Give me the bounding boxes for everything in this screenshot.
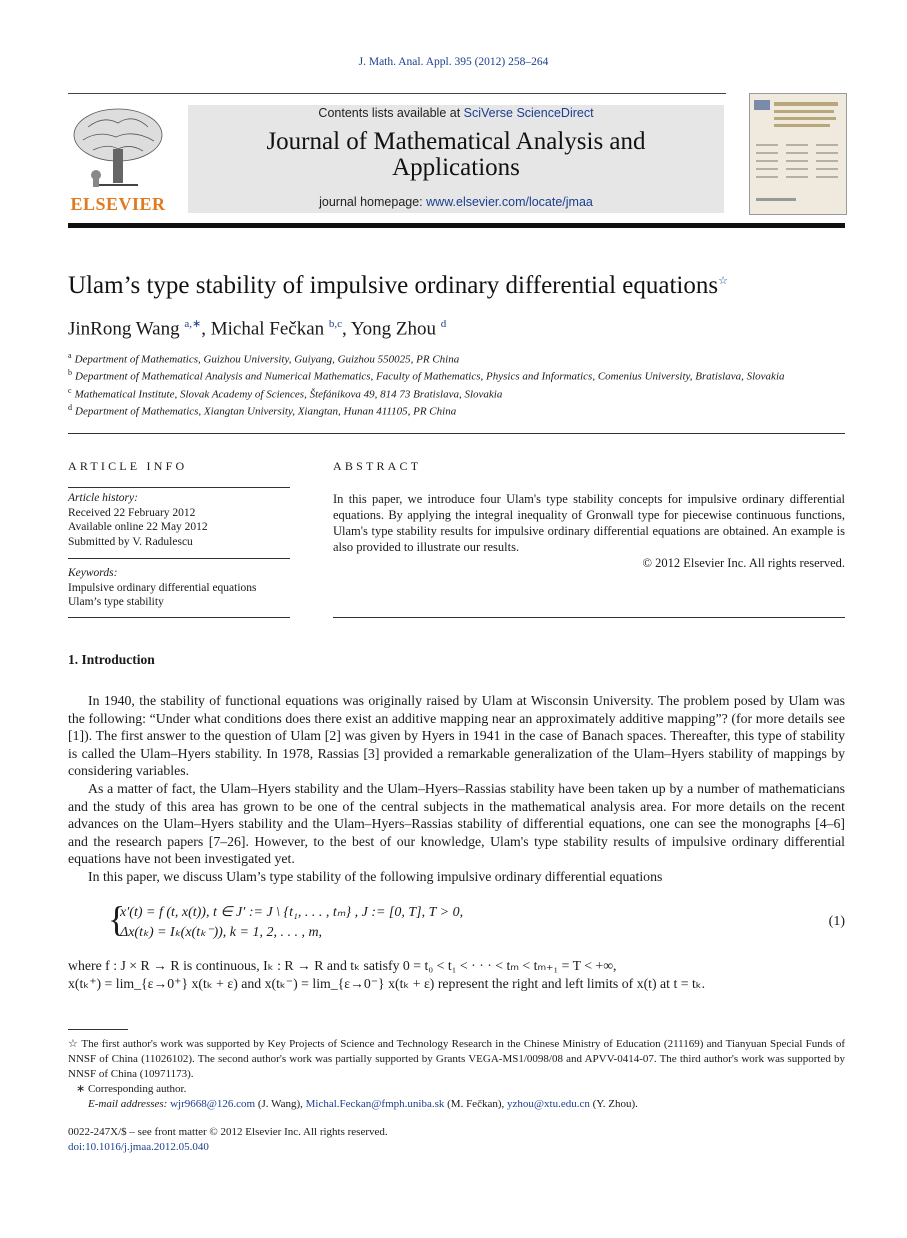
affiliation bbox=[68, 368, 785, 383]
sciencedirect-link[interactable]: SciVerse ScienceDirect bbox=[463, 106, 594, 120]
cover-image-icon bbox=[750, 94, 846, 214]
affiliation-text: Department of Mathematical Analysis and Numerical Mathematics, Faculty of Mathematics, Physics and Informatics, Comenius University, Bratislava, Slovakia bbox=[75, 370, 785, 383]
info-rule bbox=[68, 487, 290, 488]
funding-footnote: ☆ The first author's work was supported by Key Projects of Science and Technology Research in the Chinese Ministry of Education (211169) and Tianyuan Special Funds of NNSF of China (11026102). The second author's work was partially supported by Grants VEGA-MS1/0098/08 and APVV-0414-07. The third author's work was supported by NNSF of China (10971173). bbox=[68, 1038, 845, 1080]
author-name: Yong Zhou bbox=[350, 318, 437, 340]
paragraph-line: x(tₖ⁺) = lim_{ε→0⁺} x(tₖ + ε) and x(tₖ⁻) = lim_{ε→0⁻} x(tₖ + ε) represent the right and left limits of x(t) at t = tₖ. bbox=[68, 975, 706, 991]
article-info-heading: ARTICLE INFO bbox=[68, 459, 188, 473]
email-addresses bbox=[68, 1097, 845, 1112]
abstract-heading: ABSTRACT bbox=[333, 459, 422, 473]
abstract-text: In this paper, we introduce four Ulam's type stability concepts for impulsive ordinary differential equations. By applying the integral inequality of Gronwall type for piecewise continuous functions, Ulam's type stability results for impulsive ordinary differential equations are obtained. An example is also provided to illustrate our results. bbox=[333, 492, 845, 554]
section-rule bbox=[68, 433, 845, 434]
elsevier-logo bbox=[68, 105, 168, 215]
intro-body bbox=[68, 692, 845, 886]
affiliation-mark: b bbox=[68, 368, 72, 377]
article-title bbox=[68, 272, 728, 300]
paragraph: As a matter of fact, the Ulam–Hyers stability and the Ulam–Hyers–Rassias stability have been taken up by a number of mathematicians and the study of this area has grown to be one of the central subjects in the mathematical analysis area. For more details on the recent advances on the Ulam–Hyers stability and the Ulam–Hyers–Rassias stability of differential equations, one can see the monographs [4–6] and the research papers [7–26]. However, to the best of our knowledge, Ulam's type stability results of impulsive ordinary differential equations have not been investigated yet. bbox=[68, 780, 845, 867]
email-link[interactable]: yzhou@xtu.edu.cn bbox=[507, 1098, 590, 1110]
email-link[interactable]: Michal.Feckan@fmph.uniba.sk bbox=[305, 1098, 445, 1110]
footnote-separator bbox=[68, 1029, 128, 1030]
author-list bbox=[68, 317, 446, 340]
keywords bbox=[68, 566, 290, 610]
abstract-copyright: © 2012 Elsevier Inc. All rights reserved. bbox=[642, 556, 845, 570]
affiliation bbox=[68, 403, 456, 418]
email-owner: (J. Wang), bbox=[257, 1098, 303, 1110]
doi-link[interactable]: doi:10.1016/j.jmaa.2012.05.040 bbox=[68, 1141, 209, 1153]
journal-citation[interactable]: J. Math. Anal. Appl. 395 (2012) 258–264 bbox=[358, 56, 549, 68]
received-date: Received 22 February 2012 bbox=[68, 506, 196, 519]
affiliation bbox=[68, 386, 502, 401]
keyword: Impulsive ordinary differential equations bbox=[68, 581, 257, 594]
available-date: Available online 22 May 2012 bbox=[68, 521, 208, 533]
section-heading-introduction: 1. Introduction bbox=[68, 652, 155, 667]
info-rule bbox=[68, 617, 290, 618]
corresponding-author-note: ∗ Corresponding author. bbox=[76, 1083, 187, 1095]
affiliation-text: Department of Mathematics, Guizhou University, Guiyang, Guizhou 550025, PR China bbox=[74, 353, 460, 366]
affiliation-text: Department of Mathematics, Xiangtan University, Xiangtan, Hunan 411105, PR China bbox=[75, 405, 457, 418]
author-name: Michal Fečkan bbox=[210, 318, 325, 340]
article-title-text: Ulam’s type stability of impulsive ordinary differential equations bbox=[68, 272, 719, 299]
journal-title-line1: Journal of Mathematical Analysis and bbox=[266, 128, 646, 155]
intro-body-continued bbox=[68, 957, 845, 992]
affiliation-text: Mathematical Institute, Slovak Academy of Sciences, Štefánikova 49, 814 73 Bratislava, Slovakia bbox=[74, 388, 503, 401]
tree-icon bbox=[68, 105, 168, 193]
affiliation-mark: c bbox=[68, 386, 72, 395]
equation-1 bbox=[108, 899, 845, 943]
author-separator: , bbox=[342, 318, 351, 340]
equation-number: (1) bbox=[828, 914, 845, 929]
equation-line: Δx(tₖ) = Iₖ(x(tₖ⁻)), k = 1, 2, . . . , m, bbox=[120, 925, 323, 940]
journal-title bbox=[188, 129, 724, 181]
journal-title-line2: Applications bbox=[392, 154, 520, 181]
contents-line bbox=[188, 106, 724, 120]
author-affiliation-mark[interactable]: d bbox=[440, 318, 447, 330]
affiliation-mark: a bbox=[68, 351, 72, 360]
history-label: Article history: bbox=[68, 492, 138, 504]
equation-brace: { bbox=[108, 899, 126, 939]
email-link[interactable]: wjr9668@126.com bbox=[170, 1098, 256, 1110]
email-owner: (Y. Zhou). bbox=[592, 1098, 638, 1110]
abstract-rule bbox=[333, 617, 845, 618]
contents-prefix: Contents lists available at bbox=[318, 106, 464, 120]
paragraph: In 1940, the stability of functional equations was originally raised by Ulam at Wisconsin University. The problem posed by Ulam was the following: “Under what conditions does there exist an additive mapping near an approximately additive mapping”? (for more details see [1]). The first answer to the question of Ulam [2] was given by Hyers in 1941 in the case of Banach spaces. Thereafter, this type of stability is called the Ulam–Hyers stability. In 1978, Rassias [3] provided a remarkable generalization of the Ulam–Hyers stability of mappings by considering variables. bbox=[68, 693, 845, 779]
homepage-line bbox=[188, 195, 724, 209]
author-separator: , bbox=[201, 318, 211, 340]
header-thick-rule bbox=[68, 223, 845, 228]
affiliation bbox=[68, 351, 459, 366]
author-affiliation-mark[interactable]: a,∗ bbox=[184, 318, 202, 330]
keyword: Ulam’s type stability bbox=[68, 596, 164, 608]
abstract-body bbox=[333, 491, 845, 571]
equation-line: x′(t) = f (t, x(t)), t ∈ J′ := J \ {t₁, . . . , tₘ} , J := [0, T], T > 0, bbox=[120, 905, 464, 920]
email-owner: (M. Fečkan), bbox=[447, 1098, 505, 1110]
article-history bbox=[68, 491, 290, 549]
title-footnote-mark[interactable]: ☆ bbox=[718, 275, 728, 287]
author-name: JinRong Wang bbox=[68, 318, 180, 340]
author-affiliation-mark[interactable]: b,c bbox=[328, 318, 343, 330]
paragraph-line: where f : J × R → R is continuous, Iₖ : R → R and tₖ satisfy 0 = t₀ < t₁ < · · · < tₘ < tₘ₊₁ = T < +∞, bbox=[68, 958, 617, 973]
header-rule bbox=[68, 93, 726, 94]
keywords-label: Keywords: bbox=[68, 567, 118, 579]
email-label: E-mail addresses: bbox=[88, 1098, 168, 1110]
journal-cover-thumbnail bbox=[749, 93, 847, 215]
paragraph: In this paper, we discuss Ulam’s type stability of the following impulsive ordinary differential equations bbox=[88, 868, 663, 884]
affiliation-mark: d bbox=[68, 403, 72, 412]
issn-line: 0022-247X/$ – see front matter © 2012 Elsevier Inc. All rights reserved. bbox=[68, 1126, 388, 1138]
submitted-by: Submitted by V. Radulescu bbox=[68, 535, 193, 548]
info-rule bbox=[68, 558, 290, 559]
publisher-name: ELSEVIER bbox=[70, 194, 166, 214]
journal-banner bbox=[188, 105, 724, 213]
homepage-prefix: journal homepage: bbox=[319, 195, 427, 209]
front-matter bbox=[68, 1125, 388, 1155]
homepage-link[interactable]: www.elsevier.com/locate/jmaa bbox=[426, 195, 593, 209]
footnotes bbox=[68, 1037, 845, 1112]
